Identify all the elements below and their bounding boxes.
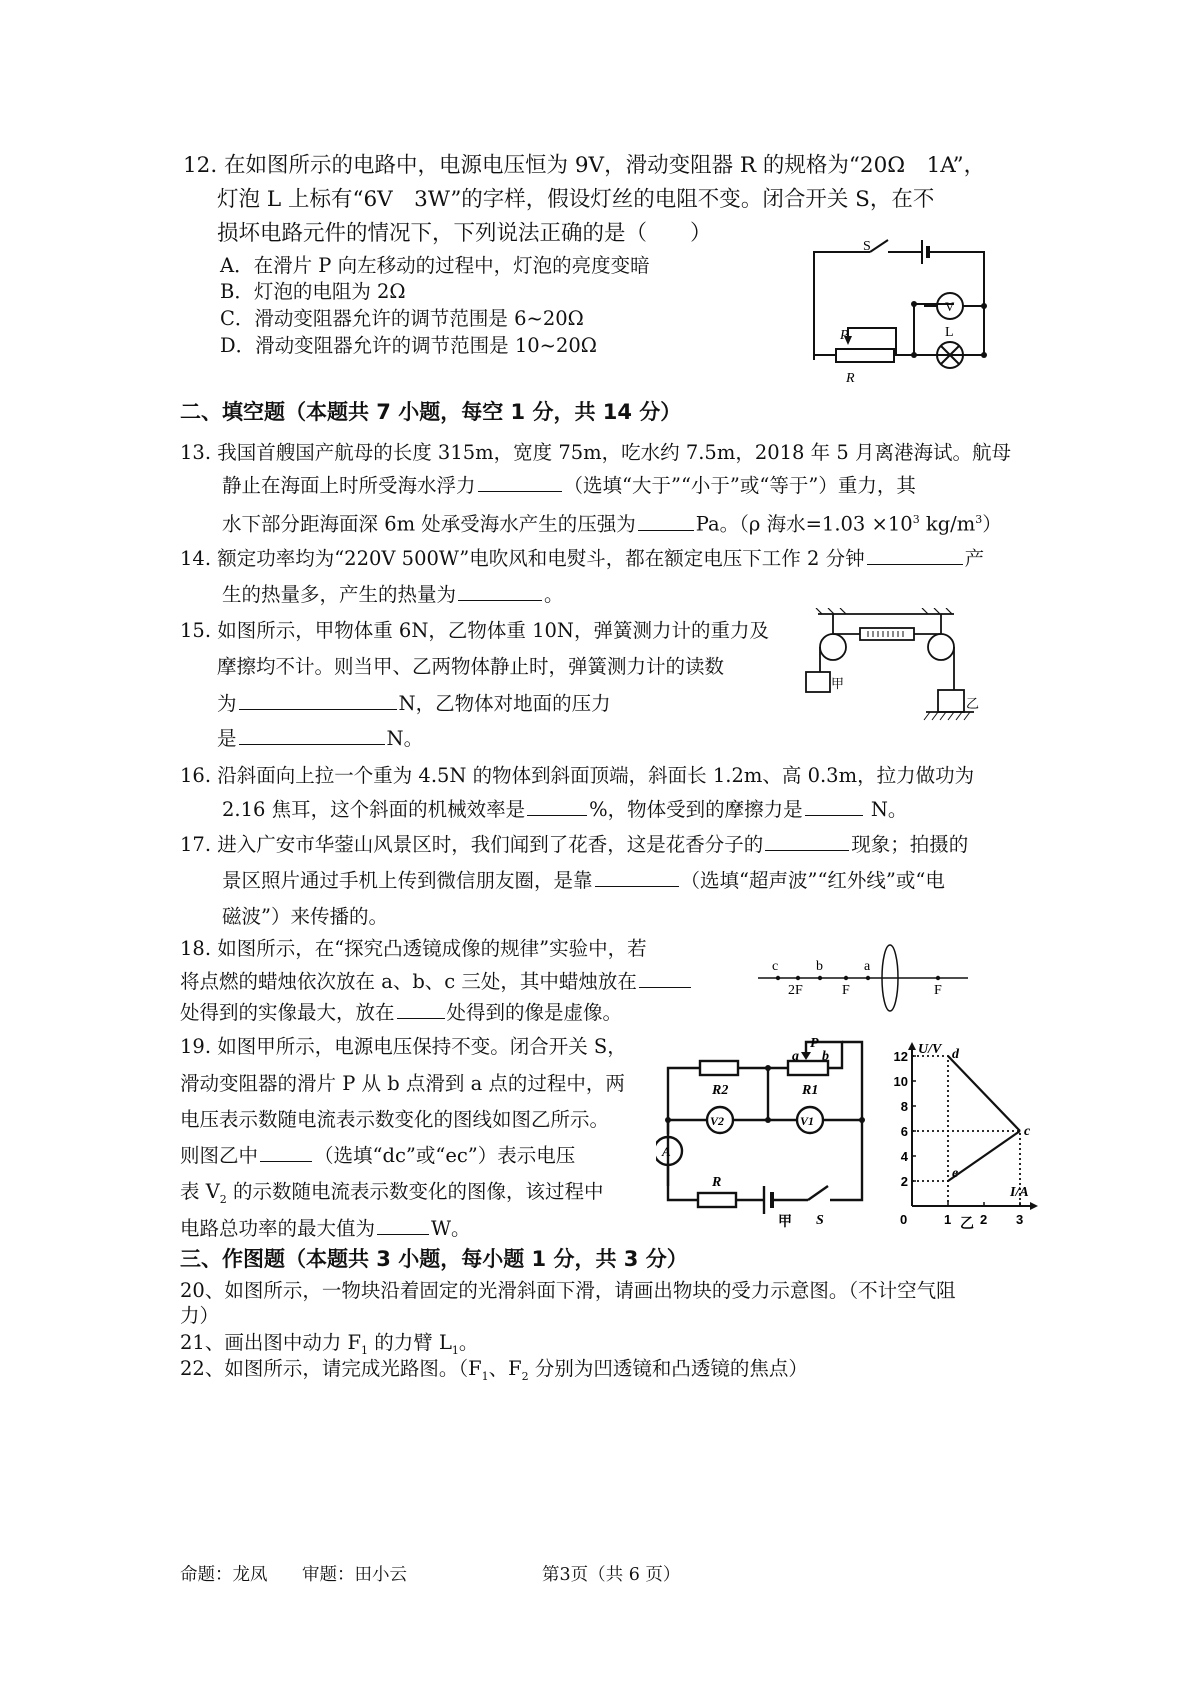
q12-fig-l-label: L [945, 325, 954, 340]
q19-line1: 19. 如图甲所示，电源电压保持不变。闭合开关 S， [180, 1035, 627, 1058]
q15-pulley-figure [798, 608, 980, 722]
q18-fig-a-label: a [864, 959, 871, 974]
q17-text: （选填“超声波”“红外线”或“电 [680, 869, 945, 892]
q18-lens-figure [732, 938, 998, 1020]
q12-fig-p-label: P [840, 328, 849, 343]
q17-line1 [180, 832, 968, 858]
q12-circuit-figure [808, 232, 992, 386]
graph-line-ec [948, 1131, 1020, 1181]
q19-text: （选填“dc”或“ec”）表示电压 [314, 1144, 576, 1167]
q13-text: kg/m [919, 512, 976, 536]
q22-text: 分别为凹透镜和凸透镜的焦点） [528, 1357, 808, 1380]
q13-text: （选填“大于”“小于”或“等于”）重力，其 [563, 474, 916, 497]
q12-line3: 损坏电路元件的情况下，下列说法正确的是（ ） [217, 221, 712, 246]
q22-subscript: 1 [481, 1369, 489, 1383]
q18-fig-c-label: c [772, 959, 779, 974]
q19-fig-r-label: R [712, 1175, 722, 1190]
q17-line2 [222, 868, 945, 894]
q16-text: %，物体受到的摩擦力是 [589, 798, 803, 821]
q18-fig-b-label: b [816, 959, 823, 974]
q16-text: 2.16 焦耳，这个斜面的机械效率是 [222, 798, 526, 821]
q13-text: 水下部分距海面深 6m 处承受海水产生的压强为 [222, 512, 636, 536]
q17-line3: 磁波”）来传播的。 [222, 905, 388, 928]
q13-blank-2[interactable] [638, 512, 694, 531]
q21-text: 21、画出图中动力 F [180, 1331, 362, 1354]
q15-fig-jia-label: 甲 [831, 677, 845, 692]
graph-y-tick-label: 6 [900, 1124, 908, 1139]
q15-line3 [217, 691, 611, 717]
q19-fig-s-label: S [816, 1213, 824, 1228]
q18-fig-f-label: F [842, 983, 850, 998]
q20-line1: 20、如图所示，一物块沿着固定的光滑斜面下滑，请画出物块的受力示意图。（不计空气阻 [180, 1279, 956, 1302]
graph-line-dc [948, 1056, 1020, 1131]
q22-line [180, 1356, 808, 1390]
q17-text: 现象；拍摄的 [851, 833, 969, 856]
q19-fig-ammeter-label: A [662, 1144, 671, 1159]
q18-fig-2f-label: 2F [788, 983, 803, 998]
q13-line3 [222, 507, 1002, 538]
q19-circuit-figure [656, 1034, 874, 1232]
q16-blank-2[interactable] [805, 797, 863, 816]
q12-option-a: A．在滑片 P 向左移动的过程中，灯泡的亮度变暗 [220, 254, 650, 277]
q15-line1: 15. 如图所示，甲物体重 6N，乙物体重 10N，弹簧测力计的重力及 [180, 619, 769, 642]
q15-line4 [217, 726, 423, 752]
q13-superscript: 3 [912, 513, 920, 526]
graph-x-axis-label: I/A [1010, 1185, 1029, 1200]
footer-author: 命题：龙凤 [180, 1565, 268, 1585]
q12-option-c: C．滑动变阻器允许的调节范围是 6~20Ω [220, 307, 584, 330]
q18-text: 处得到的像是虚像。 [446, 1001, 623, 1024]
q12-line2: 灯泡 L 上标有“6V 3W”的字样，假设灯丝的电阻不变。闭合开关 S，在不 [217, 187, 935, 212]
q21-text: 。 [458, 1331, 479, 1354]
q14-text: 生的热量多，产生的热量为 [222, 583, 457, 606]
q18-fig-f-right-label: F [934, 983, 942, 998]
q17-blank-2[interactable] [595, 868, 679, 887]
q19-blank-2[interactable] [377, 1216, 429, 1235]
q12-option-d: D．滑动变阻器允许的调节范围是 10~20Ω [220, 334, 597, 357]
graph-point-c-label: c [1024, 1124, 1031, 1139]
q19-text: 的示数随电流表示数变化的图像，该过程中 [226, 1180, 604, 1203]
q19-fig-r1-label: R1 [802, 1083, 819, 1098]
q13-line2 [222, 473, 916, 499]
graph-y-tick-label: 10 [893, 1074, 908, 1089]
q14-line2 [222, 582, 564, 608]
graph-point-e-label: e [952, 1166, 959, 1181]
q22-text: 22、如图所示，请完成光路图。（F [180, 1357, 482, 1380]
q12-fig-v-label: V [945, 299, 955, 314]
graph-y-tick-label: 2 [900, 1174, 908, 1189]
q13-text: Pa。（ρ 海水=1.03 ×10 [695, 512, 913, 536]
q17-blank-1[interactable] [765, 832, 849, 851]
graph-y-tick-label: 12 [893, 1049, 908, 1064]
q19-text: 表 V [180, 1180, 220, 1203]
q18-blank-1[interactable] [639, 969, 691, 988]
q16-line2 [222, 797, 907, 823]
q15-text: N，乙物体对地面的压力 [398, 692, 611, 715]
q18-line2 [180, 969, 693, 995]
footer-reviewer: 审题：田小云 [302, 1565, 407, 1585]
q19-fig-b-label: b [822, 1049, 829, 1064]
q21-text: 的力臂 L [368, 1331, 452, 1354]
q19-text: 则图乙中 [180, 1144, 259, 1167]
q19-line5 [180, 1179, 603, 1213]
q15-text: 是 [217, 727, 237, 750]
q19-line4 [180, 1143, 575, 1169]
q16-blank-1[interactable] [527, 797, 587, 816]
q19-fig-v2-label: V2 [710, 1114, 725, 1128]
q19-subscript: 2 [219, 1192, 227, 1206]
q18-line3 [180, 1000, 622, 1026]
q18-text: 处得到的实像最大，放在 [180, 1001, 395, 1024]
q19-line6 [180, 1216, 471, 1242]
q19-text: W。 [431, 1217, 471, 1240]
q15-text: 为 [217, 692, 237, 715]
q16-line1: 16. 沿斜面向上拉一个重为 4.5N 的物体到斜面顶端，斜面长 1.2m、高 0.3m，拉力做功为 [180, 764, 975, 787]
q14-text: 。 [544, 583, 564, 606]
graph-y-tick-label: 4 [900, 1149, 908, 1164]
q16-text: N。 [864, 798, 908, 821]
graph-yi-label: 乙 [960, 1216, 974, 1232]
q20-line2: 力） [180, 1304, 220, 1327]
footer-page-number: 第3页（共 6 页） [542, 1565, 681, 1585]
q13-blank-1[interactable] [478, 473, 562, 492]
q12-fig-s-label: S [863, 239, 871, 254]
q15-line2: 摩擦均不计。则当甲、乙两物体静止时，弹簧测力计的读数 [217, 655, 725, 678]
q17-text: 17. 进入广安市华蓥山风景区时，我们闻到了花香，这是花香分子的 [180, 833, 764, 856]
q19-text: 电路总功率的最大值为 [180, 1217, 376, 1240]
q14-blank-2[interactable] [458, 582, 542, 601]
q12-fig-r-label: R [846, 371, 855, 386]
graph-x-tick-label: 3 [1016, 1212, 1024, 1227]
q19-fig-v1-label: V1 [800, 1114, 815, 1128]
q21-subscript: 1 [451, 1343, 459, 1357]
q14-blank-1[interactable] [867, 546, 963, 565]
section-3-heading: 三、作图题（本题共 3 小题，每小题 1 分，共 3 分） [180, 1247, 688, 1271]
q19-fig-r2-label: R2 [712, 1083, 729, 1098]
q19-fig-a-label: a [792, 1049, 799, 1064]
q13-line1: 13. 我国首艘国产航母的长度 315m，宽度 75m，吃水约 7.5m，2018 年 5 月离港海试。航母 [180, 441, 1011, 464]
graph-x-tick-label: 1 [944, 1212, 952, 1227]
q18-line1: 18. 如图所示，在“探究凸透镜成像的规律”实验中，若 [180, 937, 647, 960]
graph-point-d-label: d [952, 1047, 959, 1062]
q13-superscript: 3 [975, 513, 983, 526]
graph-x-tick-label: 0 [900, 1212, 908, 1227]
q22-subscript: 2 [521, 1369, 529, 1383]
q13-text: ） [982, 512, 1002, 536]
q14-text: 产 [964, 547, 985, 570]
graph-y-axis-label: U/V [918, 1042, 942, 1057]
q18-blank-2[interactable] [397, 1000, 445, 1019]
q15-blank-1[interactable] [239, 691, 397, 710]
q22-text: 、F [488, 1357, 522, 1380]
q19-line2: 滑动变阻器的滑片 P 从 b 点滑到 a 点的过程中，两 [180, 1072, 625, 1095]
q19-blank-1[interactable] [260, 1143, 312, 1162]
q12-option-b: B．灯泡的电阻为 2Ω [220, 280, 406, 303]
q12-line1: 12. 在如图所示的电路中，电源电压恒为 9V，滑动变阻器 R 的规格为“20Ω 1A”， [183, 153, 986, 178]
q13-text: 静止在海面上时所受海水浮力 [222, 474, 476, 497]
q19-fig-p-label: P [810, 1036, 819, 1051]
graph-y-tick-label: 8 [900, 1099, 908, 1114]
q14-text: 14. 额定功率均为“220V 500W”电吹风和电熨斗，都在额定电压下工作 2 分钟 [180, 547, 865, 570]
q19-graph-figure [884, 1036, 1040, 1234]
q15-fig-yi-label: 乙 [966, 697, 980, 712]
q21-subscript: 1 [361, 1343, 369, 1357]
q14-line1 [180, 546, 984, 572]
q19-line3: 电压表示数随电流表示数变化的图线如图乙所示。 [180, 1108, 610, 1131]
q17-text: 景区照片通过手机上传到微信朋友圈，是靠 [222, 869, 593, 892]
section-2-heading: 二、填空题（本题共 7 小题，每空 1 分，共 14 分） [180, 400, 682, 424]
q19-fig-jia-label: 甲 [778, 1215, 792, 1230]
q18-text: 将点燃的蜡烛依次放在 a、b、c 三处，其中蜡烛放在 [180, 970, 637, 993]
q15-text: N。 [386, 727, 424, 750]
graph-x-tick-label: 2 [980, 1212, 988, 1227]
q15-blank-2[interactable] [239, 726, 385, 745]
